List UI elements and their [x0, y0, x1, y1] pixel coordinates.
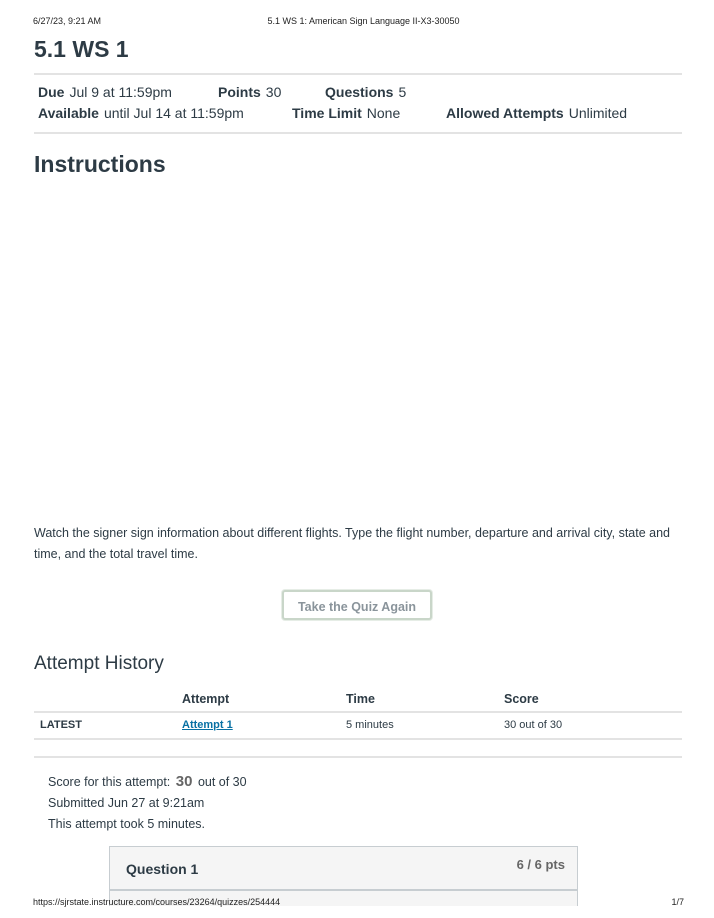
points-label: Points [218, 84, 261, 100]
allowed-attempts-label: Allowed Attempts [446, 105, 564, 121]
questions-label: Questions [325, 84, 394, 100]
points-value: 30 [265, 84, 282, 100]
column-header-score: Score [504, 692, 539, 706]
attempt-1-link[interactable]: Attempt 1 [182, 719, 233, 731]
availability [38, 105, 244, 121]
attempt-summary [48, 771, 247, 835]
table-header-divider [34, 711, 682, 713]
score-value: 30 [175, 773, 193, 790]
score-suffix: out of 30 [197, 775, 247, 789]
attempt-score-line [48, 771, 247, 793]
print-url: https://sjrstate.instructure.com/courses/23264/quizzes/254444 [33, 897, 281, 907]
print-datetime: 6/27/23, 9:21 AM [33, 16, 102, 26]
question-title: Question 1 [126, 861, 199, 877]
attempt-history-heading: Attempt History [34, 653, 164, 674]
attempt-score: 30 out of 30 [504, 719, 563, 731]
question-points: 6 / 6 pts [516, 857, 565, 872]
time-limit-label: Time Limit [292, 105, 362, 121]
page-number: 1/7 [671, 897, 684, 907]
available-label: Available [38, 105, 99, 121]
attempt-duration: This attempt took 5 minutes. [48, 817, 206, 831]
print-doc-title: 5.1 WS 1: American Sign Language II-X3-30050 [267, 16, 460, 26]
column-header-attempt: Attempt [182, 692, 230, 706]
divider [34, 132, 682, 134]
question-header-divider [110, 889, 577, 891]
take-quiz-again-button[interactable]: Take the Quiz Again [282, 590, 432, 620]
instructions-heading: Instructions [34, 151, 166, 177]
allowed-attempts-value: Unlimited [568, 105, 628, 121]
score-prefix: Score for this attempt: [48, 775, 171, 789]
points [218, 84, 281, 100]
table-row-divider [34, 738, 682, 740]
time-limit-value: None [366, 105, 401, 121]
time-limit [292, 105, 400, 121]
due-date [38, 84, 172, 100]
questions-value: 5 [398, 84, 407, 100]
divider [34, 73, 682, 75]
submitted-time: Submitted Jun 27 at 9:21am [48, 796, 205, 810]
column-header-time: Time [346, 692, 375, 706]
available-value: until Jul 14 at 11:59pm [103, 105, 244, 121]
page-title: 5.1 WS 1 [34, 36, 129, 62]
questions-count [325, 84, 406, 100]
instructions-text: Watch the signer sign information about different flights. Type the flight number, departure and arrival city, state and time, and the total travel time. [34, 526, 671, 561]
due-label: Due [38, 84, 65, 100]
attempt-time: 5 minutes [346, 719, 394, 731]
divider [34, 756, 682, 758]
latest-badge: LATEST [40, 719, 82, 731]
allowed-attempts [446, 105, 627, 121]
due-value: Jul 9 at 11:59pm [69, 84, 172, 100]
